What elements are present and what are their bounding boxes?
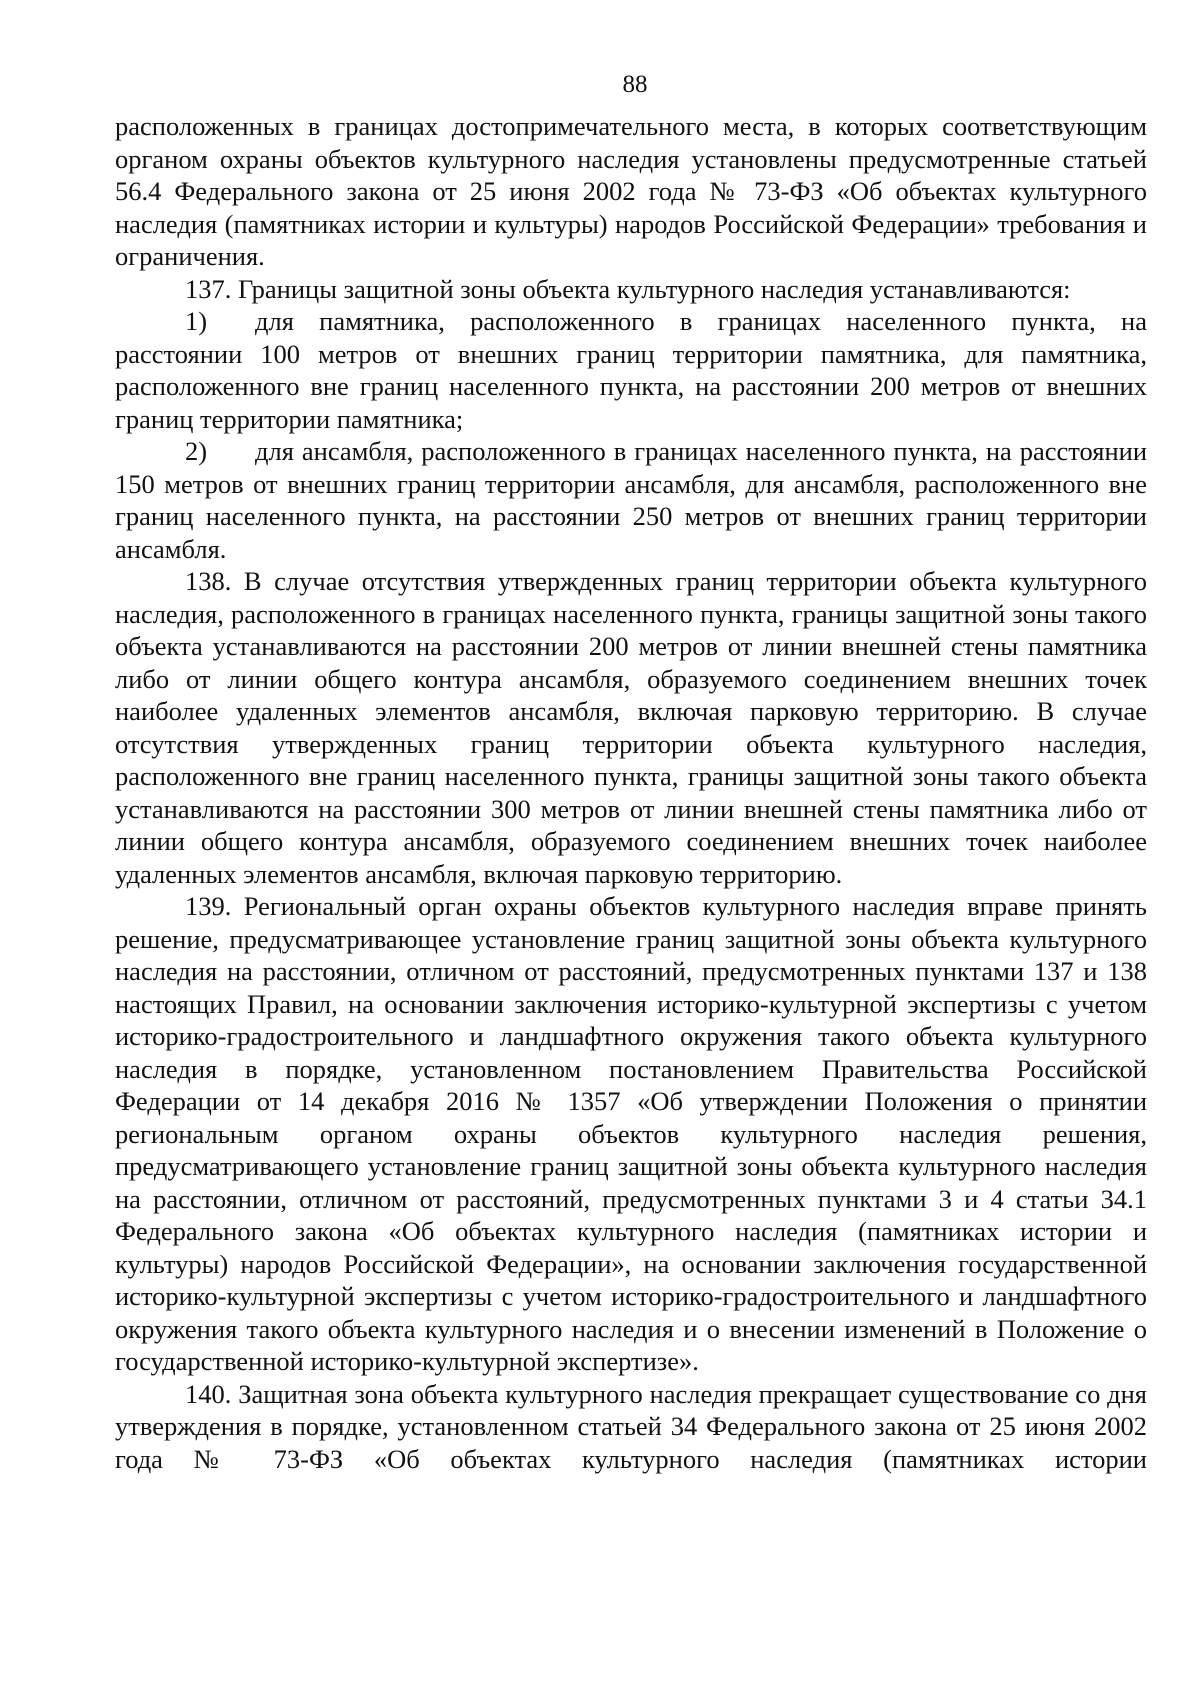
list-item-text: для ансамбля, расположенного в границах населенного пункта, на расстоянии 150 метров от внешних границ территории ансамбля, для ансамбля, расположенного вне границ населенного пункта, на расстоянии 250 метров от внешних границ территории ансамбля. (115, 436, 1147, 564)
list-item-137-2 (115, 435, 1147, 565)
list-item-number: 2) (185, 436, 208, 466)
paragraph-140: 140. Защитная зона объекта культурного наследия прекращает существование со дня утверждения в порядке, установленном статьей 34 Федерального закона от 25 июня 2002 года № 73-ФЗ «Об объектах культурного наследия (памятниках истории (115, 1378, 1147, 1474)
paragraph-138: 138. В случае отсутствия утвержденных границ территории объекта культурного наследия, расположенного в границах населенного пункта, границы защитной зоны такого объекта устанавливаются на расстоянии 200 метров от линии внешней стены памятника либо от линии общего контура ансамбля, образуемого соединением внешних точек наиболее удаленных элементов ансамбля, включая парковую территорию. В случае отсутствия утвержденных границ территории объекта культурного наследия, расположенного вне границ населенного пункта, границы защитной зоны такого объекта устанавливаются на расстоянии 300 метров от линии внешней стены памятника либо от линии общего контура ансамбля, образуемого соединением внешних точек наиболее удаленных элементов ансамбля, включая парковую территорию. (115, 566, 1147, 889)
list-item-137-1 (115, 305, 1147, 435)
list-item-text: для памятника, расположенного в границах населенного пункта, на расстоянии 100 метров от внешних границ территории памятника, для памятника, расположенного вне границ населенного пункта, на расстоянии 200 метров от внешних границ территории памятника; (115, 306, 1147, 434)
paragraph-139: 139. Региональный орган охраны объектов культурного наследия вправе принять решение, предусматривающее установление границ защитной зоны объекта культурного наследия на расстоянии, отличном от расстояний, предусмотренных пунктами 137 и 138 настоящих Правил, на основании заключения историко-культурной экспертизы с учетом историко-градостроительного и ландшафтного окружения такого объекта культурного наследия в порядке, установленном постановлением Правительства Российской Федерации от 14 декабря 2016 № 1357 «Об утверждении Положения о принятии региональным органом охраны объектов культурного наследия решения, предусматривающего установление границ защитной зоны объекта культурного наследия на расстоянии, отличном от расстояний, предусмотренных пунктами 3 и 4 статьи 34.1 Федерального закона «Об объектах культурного наследия (памятниках истории и культуры) народов Российской Федерации», на основании заключения государственной историко-культурной экспертизы с учетом историко-градостроительного и ландшафтного окружения такого объекта культурного наследия и о внесении изменений в Положение о государственной историко-культурной экспертизе». (115, 891, 1147, 1376)
paragraph-137: 137. Границы защитной зоны объекта культурного наследия устанавливаются: (185, 273, 1071, 304)
list-item-number: 1) (185, 306, 208, 336)
paragraph-continuation: расположенных в границах достопримечательного места, в которых соответствующим органом охраны объектов культурного наследия установлены предусмотренные статьей 56.4 Федерального закона от 25 июня 2002 года № 73-ФЗ «Об объектах культурного наследия (памятниках истории и культуры) народов Российской Федерации» требования и ограничения. (115, 111, 1147, 271)
document-page (115, 70, 1147, 1475)
page-number: 88 (622, 71, 648, 98)
